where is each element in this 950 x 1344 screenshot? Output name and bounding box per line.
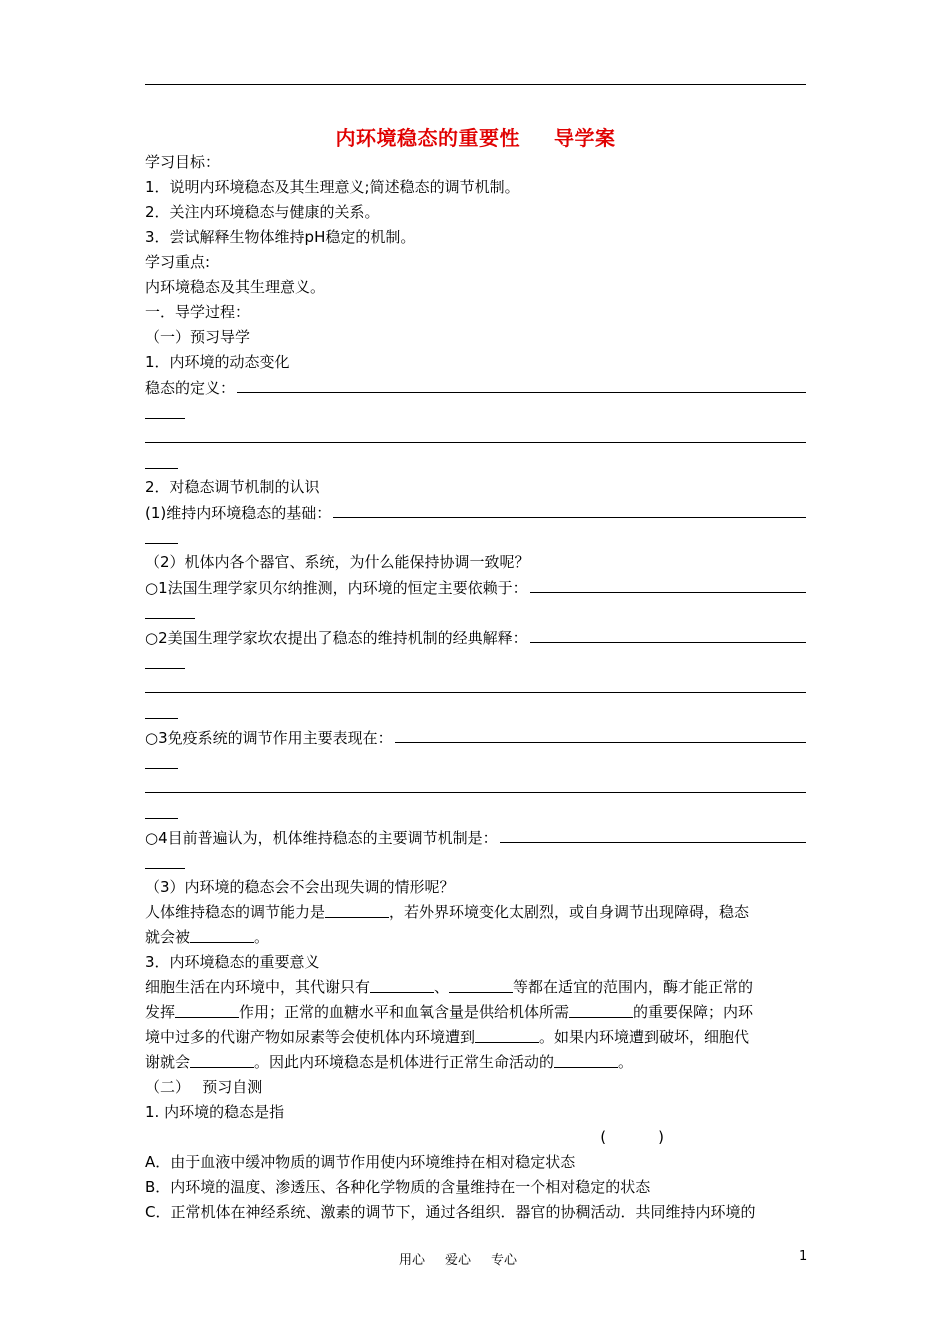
q3-title: 3．内环境稳态的重要意义: [145, 953, 320, 971]
paren-close: ): [658, 1128, 664, 1146]
text-segment: 细胞生活在内环境中，其代谢只有: [145, 978, 371, 996]
answer-blank[interactable]: [145, 850, 185, 869]
answer-blank[interactable]: [530, 575, 806, 593]
answer-blank[interactable]: [145, 800, 178, 819]
q2-3-line1: [145, 900, 806, 925]
answer-blank[interactable]: [237, 375, 806, 393]
option-c: C．正常机体在神经系统、激素的调节下，通过各组织．器官的协稠活动．共同维持内环境的: [145, 1203, 756, 1221]
section-preview: （一）预习导学: [145, 328, 251, 346]
q2-title: 2．对稳态调节机制的认识: [145, 478, 320, 496]
text-segment: ，若外界环境变化太剧烈，或自身调节出现障碍，稳态: [389, 903, 750, 921]
answer-blank[interactable]: [145, 650, 185, 669]
page-footer: [0, 1249, 950, 1269]
answer-blank[interactable]: [145, 750, 178, 769]
q3-line3: [145, 1025, 806, 1050]
text-segment: 谢就会: [145, 1053, 191, 1071]
test-question-1: 1. 内环境的稳态是指: [145, 1103, 285, 1121]
q3-line4: [145, 1050, 806, 1075]
paren-open: (: [600, 1128, 607, 1146]
answer-blank[interactable]: [145, 525, 178, 544]
q1-label: 稳态的定义：: [145, 379, 236, 397]
goal-item: 2．关注内环境稳态与健康的关系。: [145, 203, 380, 221]
answer-blank[interactable]: [145, 700, 178, 719]
answer-blank[interactable]: [325, 900, 389, 918]
q2-2-d-label: ○4目前普遍认为，机体维持稳态的主要调节机制是：: [145, 829, 498, 847]
q2-2-b-row: [145, 625, 806, 650]
answer-blank[interactable]: [500, 825, 806, 843]
q2-1-row: [145, 500, 806, 525]
goals-heading: 学习目标：: [145, 153, 221, 171]
text-segment: 作用；正常的血糖水平和血氧含量是供给机体所需: [239, 1003, 570, 1021]
footer-word: 用心: [399, 1253, 426, 1268]
answer-blank[interactable]: [175, 1000, 239, 1018]
option-b: B．内环境的温度、渗透压、各种化学物质的含量维持在一个相对稳定的状态: [145, 1178, 651, 1196]
answer-blank[interactable]: [145, 400, 185, 419]
q2-2-b-label: ○2美国生理学家坎农提出了稳态的维持机制的经典解释：: [145, 629, 528, 647]
document-body: [145, 150, 806, 1225]
q2-2-c-label: ○3免疫系统的调节作用主要表现在：: [145, 729, 393, 747]
page-number: 1: [799, 1249, 808, 1264]
goal-item: 3．尝试解释生物体维持pH稳定的机制。: [145, 228, 416, 246]
answer-blank[interactable]: [554, 1050, 618, 1068]
q3-line2: [145, 1000, 806, 1025]
process-heading: 一．导学过程：: [145, 303, 251, 321]
answer-blank[interactable]: [333, 500, 806, 518]
text-segment: 人体维持稳态的调节能力是: [145, 903, 326, 921]
text-segment: 等都在适宜的范围内，酶才能正常的: [513, 978, 754, 996]
title-sub: 导学案: [554, 126, 616, 150]
q2-3-line2: [145, 925, 806, 950]
header-rule: [145, 84, 806, 85]
q3-line1: [145, 975, 806, 1000]
text-segment: 就会被: [145, 928, 191, 946]
q2-2-title: （2）机体内各个器官、系统，为什么能保持协调一致呢？: [145, 553, 530, 571]
answer-blank[interactable]: [395, 725, 806, 743]
q2-1-label: (1)维持内环境稳态的基础：: [145, 504, 332, 522]
page-title: [145, 122, 806, 151]
q2-2-a-label: ○1法国生理学家贝尔纳推测，内环境的恒定主要依赖于：: [145, 579, 528, 597]
q2-2-a-row: [145, 575, 806, 600]
footer-word: 专心: [491, 1253, 518, 1268]
text-segment: 。: [618, 1053, 634, 1071]
text-segment: 发挥: [145, 1003, 176, 1021]
answer-blank[interactable]: [370, 975, 434, 993]
answer-blank[interactable]: [190, 925, 254, 943]
q1-definition-row: [145, 375, 806, 400]
q2-2-c-row: [145, 725, 806, 750]
text-segment: 。如果内环境遭到破坏，细胞代: [539, 1028, 750, 1046]
answer-blank[interactable]: [190, 1050, 254, 1068]
goal-item: 1．说明内环境稳态及其生理意义;简述稳态的调节机制。: [145, 178, 520, 196]
text-segment: 境中过多的代谢产物如尿素等会使机体内环境遭到: [145, 1028, 476, 1046]
q2-3-title: （3）内环境的稳态会不会出现失调的情形呢？: [145, 878, 455, 896]
answer-parentheses[interactable]: [145, 1125, 806, 1150]
title-main: 内环境稳态的重要性: [335, 126, 520, 150]
text-segment: 。因此内环境稳态是机体进行正常生命活动的: [254, 1053, 555, 1071]
answer-blank[interactable]: [145, 425, 806, 443]
section-self-test: （二） 预习自测: [145, 1078, 263, 1096]
q2-2-d-row: [145, 825, 806, 850]
answer-blank[interactable]: [145, 600, 195, 619]
answer-blank[interactable]: [569, 1000, 633, 1018]
text-segment: 。: [254, 928, 270, 946]
answer-blank[interactable]: [145, 775, 806, 793]
answer-blank[interactable]: [449, 975, 513, 993]
answer-blank[interactable]: [145, 675, 806, 693]
focus-text: 内环境稳态及其生理意义。: [145, 278, 326, 296]
answer-blank[interactable]: [145, 450, 178, 469]
footer-word: 爱心: [445, 1253, 472, 1268]
q1-title: 1．内环境的动态变化: [145, 353, 290, 371]
focus-heading: 学习重点:: [145, 253, 211, 271]
answer-blank[interactable]: [475, 1025, 539, 1043]
option-a: A．由于血液中缓冲物质的调节作用使内环境维持在相对稳定状态: [145, 1153, 576, 1171]
text-segment: 的重要保障；内环: [633, 1003, 754, 1021]
text-segment: 、: [434, 978, 450, 996]
answer-blank[interactable]: [530, 625, 806, 643]
